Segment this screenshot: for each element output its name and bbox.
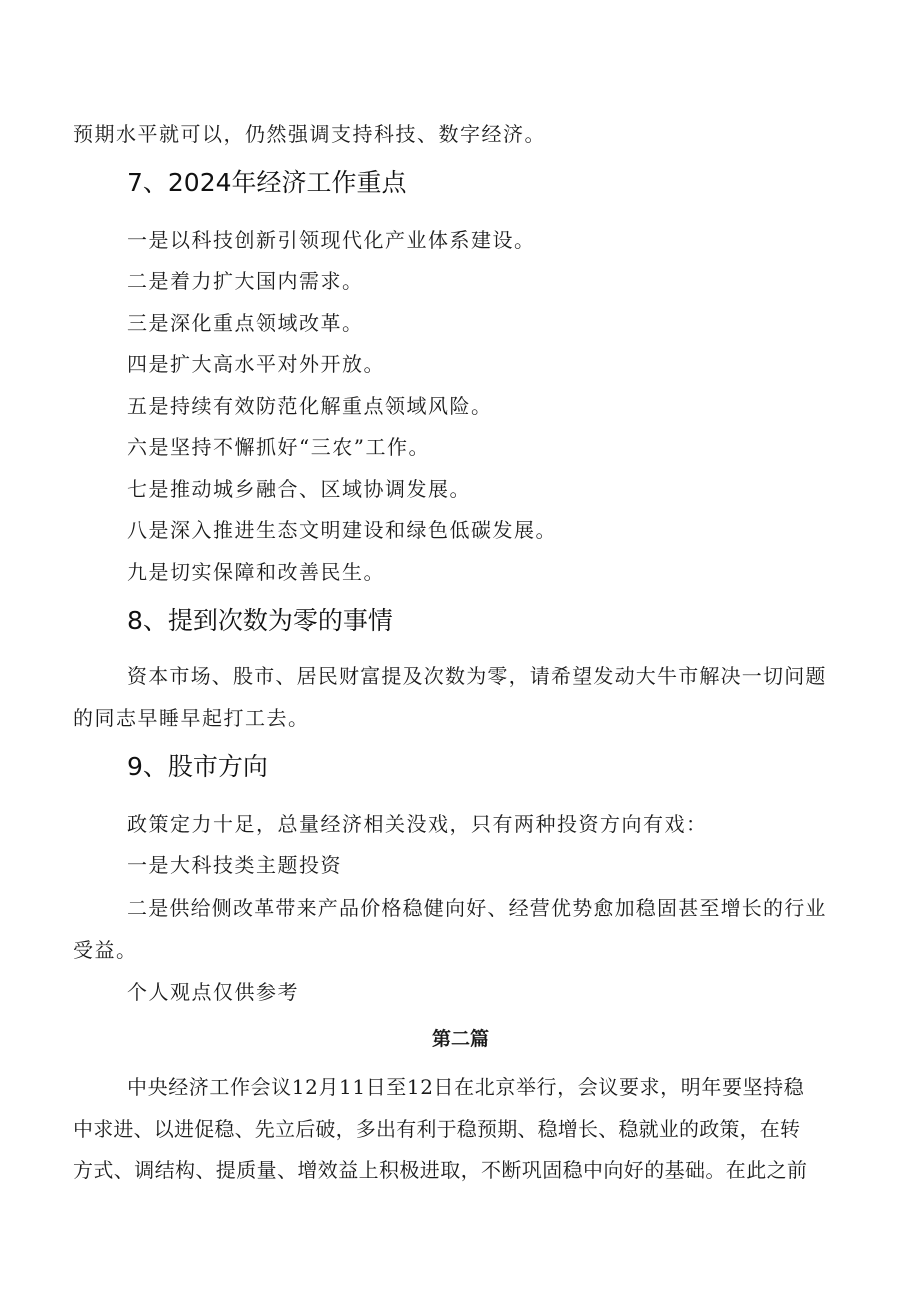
part-2-paragraph-line: 中央经济工作会议12月11日至12日在北京举行，会议要求，明年要坚持稳 bbox=[127, 1075, 805, 1099]
section-9-heading: 9、股市方向 bbox=[127, 752, 268, 781]
part-2-paragraph-line: 中求进、以进促稳、先立后破，多出有利于稳预期、稳增长、稳就业的政策，在转 bbox=[73, 1117, 801, 1141]
section-9-line: 政策定力十足，总量经济相关没戏，只有两种投资方向有戏： bbox=[127, 812, 708, 836]
part-2-paragraph-line: 方式、调结构、提质量、增效益上积极进取，不断巩固稳中向好的基础。在此之前 bbox=[73, 1158, 808, 1182]
section-7-item: 四是扩大高水平对外开放。 bbox=[127, 352, 385, 376]
section-9-line: 个人观点仅供参考 bbox=[127, 980, 299, 1004]
section-8-paragraph-line: 的同志早睡早起打工去。 bbox=[73, 706, 310, 730]
section-9-line: 一是大科技类主题投资 bbox=[127, 853, 342, 877]
section-9-line: 二是供给侧改革带来产品价格稳健向好、经营优势愈加稳固甚至增长的行业 bbox=[127, 896, 827, 920]
section-9-line: 受益。 bbox=[73, 938, 138, 962]
section-7-item: 二是着力扩大国内需求。 bbox=[127, 269, 364, 293]
section-7-item: 三是深化重点领域改革。 bbox=[127, 311, 364, 335]
section-7-item: 五是持续有效防范化解重点领域风险。 bbox=[127, 394, 493, 418]
section-8-heading: 8、提到次数为零的事情 bbox=[127, 606, 393, 635]
intro-tail-paragraph: 预期水平就可以，仍然强调支持科技、数字经济。 bbox=[73, 122, 546, 146]
section-7-item: 六是坚持不懈抓好“三农”工作。 bbox=[127, 435, 430, 459]
part-2-title: 第二篇 bbox=[432, 1028, 490, 1050]
section-7-item: 八是深入推进生态文明建设和绿色低碳发展。 bbox=[127, 518, 557, 542]
section-7-item: 一是以科技创新引领现代化产业体系建设。 bbox=[127, 228, 536, 252]
section-7-item: 七是推动城乡融合、区域协调发展。 bbox=[127, 477, 471, 501]
section-8-paragraph-line: 资本市场、股市、居民财富提及次数为零，请希望发动大牛市解决一切问题 bbox=[127, 664, 827, 688]
section-7-heading: 7、2024年经济工作重点 bbox=[127, 168, 407, 197]
section-7-item: 九是切实保障和改善民生。 bbox=[127, 560, 385, 584]
